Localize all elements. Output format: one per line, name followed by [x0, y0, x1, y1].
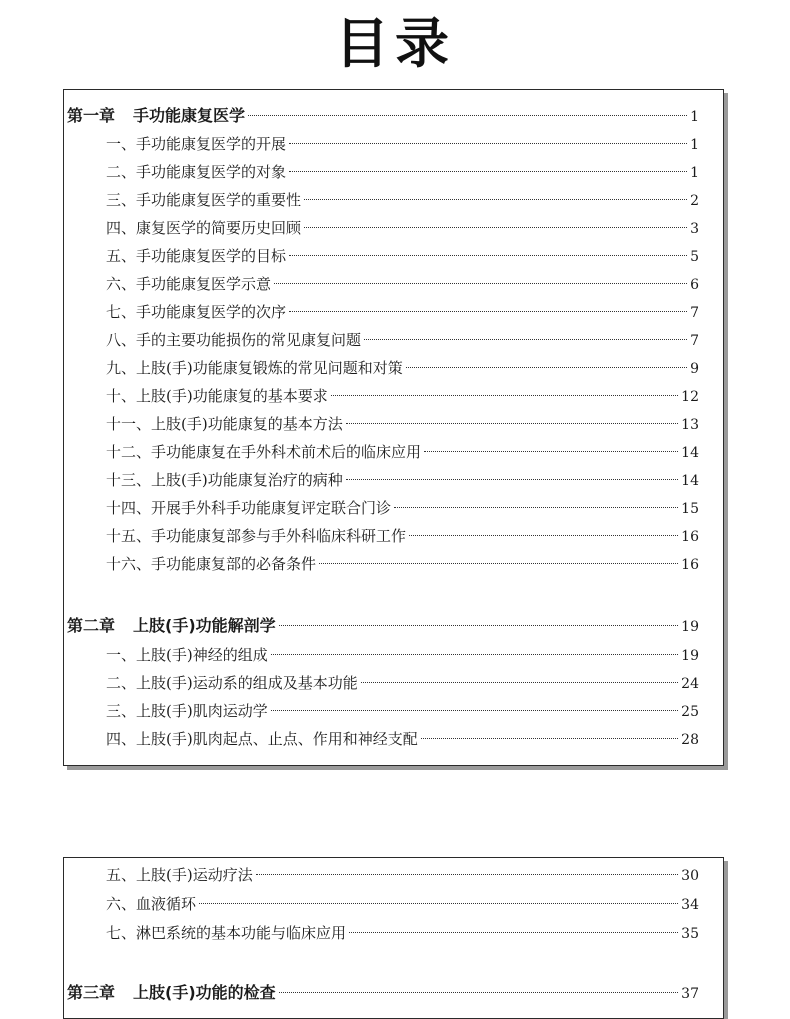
dot-leader	[271, 654, 678, 655]
toc-section-entry[interactable]	[106, 495, 699, 521]
section-title: 十四、开展手外科手功能康复评定联合门诊	[106, 498, 392, 517]
chapter-number: 第三章	[67, 982, 116, 1002]
page-number: 14	[681, 444, 699, 461]
section-title: 二、上肢(手)运动系的组成及基本功能	[106, 673, 358, 692]
page-number: 14	[681, 472, 699, 489]
toc-chapter-entry[interactable]	[67, 103, 699, 129]
dot-leader	[256, 874, 678, 875]
toc-chapter-entry[interactable]	[67, 613, 699, 639]
dot-leader	[346, 479, 678, 480]
toc-section-entry[interactable]	[106, 299, 699, 325]
chapter-number: 第一章	[67, 106, 116, 125]
toc-section-entry[interactable]	[106, 862, 699, 888]
page-number: 7	[690, 304, 699, 321]
dot-leader	[304, 227, 687, 228]
toc-section-entry[interactable]	[106, 383, 699, 409]
dot-leader	[248, 115, 687, 116]
dot-leader	[199, 903, 678, 904]
toc-section-entry[interactable]	[106, 159, 699, 185]
page-number: 13	[681, 416, 699, 433]
page-number: 30	[681, 867, 699, 884]
section-title: 十三、上肢(手)功能康复治疗的病种	[106, 470, 343, 489]
toc-section-entry[interactable]	[106, 891, 699, 917]
toc-section-entry[interactable]	[106, 726, 699, 752]
chapter-title: 上肢(手)功能解剖学	[133, 615, 276, 635]
page-number: 28	[681, 731, 699, 748]
section-title: 十五、手功能康复部参与手外科临床科研工作	[106, 526, 407, 545]
page-number: 3	[690, 220, 699, 237]
toc-section-entry[interactable]	[106, 355, 699, 381]
page-title: 目录	[335, 12, 455, 75]
toc-section-entry[interactable]	[106, 131, 699, 157]
dot-leader	[361, 682, 678, 683]
toc-section-entry[interactable]	[106, 411, 699, 437]
toc-chapter-entry[interactable]	[67, 980, 699, 1006]
section-title: 十、上肢(手)功能康复的基本要求	[106, 386, 328, 405]
section-title: 一、上肢(手)神经的组成	[106, 645, 268, 664]
toc-section-entry[interactable]	[106, 327, 699, 353]
dot-leader	[424, 451, 678, 452]
page-number: 19	[681, 647, 699, 664]
toc-panel-bottom	[63, 857, 724, 1019]
dot-leader	[304, 199, 687, 200]
page-number: 19	[681, 618, 699, 635]
toc-section-entry[interactable]	[106, 670, 699, 696]
page-number: 7	[690, 332, 699, 349]
page-number: 37	[681, 985, 699, 1002]
toc-section-entry[interactable]	[106, 642, 699, 668]
section-title: 十六、手功能康复部的必备条件	[106, 554, 317, 573]
section-title: 十二、手功能康复在手外科术前术后的临床应用	[106, 442, 422, 461]
section-title: 三、手功能康复医学的重要性	[106, 190, 302, 209]
dot-leader	[394, 507, 678, 508]
toc-section-entry[interactable]	[106, 467, 699, 493]
dot-leader	[279, 625, 679, 626]
dot-leader	[289, 311, 687, 312]
page-number: 24	[681, 675, 699, 692]
section-title: 五、手功能康复医学的目标	[106, 246, 287, 265]
toc-section-entry[interactable]	[106, 271, 699, 297]
toc-section-entry[interactable]	[106, 698, 699, 724]
page-number: 16	[681, 528, 699, 545]
dot-leader	[349, 932, 678, 933]
chapter-number: 第二章	[67, 615, 116, 635]
toc-section-entry[interactable]	[106, 551, 699, 577]
section-title: 四、上肢(手)肌肉起点、止点、作用和神经支配	[106, 729, 418, 748]
dot-leader	[421, 738, 678, 739]
page-number: 9	[690, 360, 699, 377]
section-title: 六、手功能康复医学示意	[106, 274, 272, 293]
section-title: 七、手功能康复医学的次序	[106, 302, 287, 321]
dot-leader	[289, 143, 687, 144]
page-number: 5	[690, 248, 699, 265]
section-title: 一、手功能康复医学的开展	[106, 134, 287, 153]
dot-leader	[274, 283, 687, 284]
section-title: 十一、上肢(手)功能康复的基本方法	[106, 414, 343, 433]
page-number: 35	[681, 925, 699, 942]
section-title: 三、上肢(手)肌肉运动学	[106, 701, 268, 720]
dot-leader	[279, 992, 679, 993]
toc-section-entry[interactable]	[106, 523, 699, 549]
toc-section-entry[interactable]	[106, 215, 699, 241]
page-number: 25	[681, 703, 699, 720]
toc-section-entry[interactable]	[106, 920, 699, 946]
section-title: 四、康复医学的简要历史回顾	[106, 218, 302, 237]
section-title: 九、上肢(手)功能康复锻炼的常见问题和对策	[106, 358, 403, 377]
page-number: 1	[690, 109, 699, 125]
page-number: 2	[690, 192, 699, 209]
chapter-title: 手功能康复医学	[133, 106, 246, 125]
dot-leader	[364, 339, 687, 340]
page-number: 6	[690, 276, 699, 293]
section-title: 二、手功能康复医学的对象	[106, 162, 287, 181]
section-title: 八、手的主要功能损伤的常见康复问题	[106, 330, 362, 349]
dot-leader	[289, 171, 687, 172]
section-title: 七、淋巴系统的基本功能与临床应用	[106, 923, 347, 942]
dot-leader	[271, 710, 678, 711]
page-number: 15	[681, 500, 699, 517]
page-number: 1	[690, 136, 699, 153]
page-number: 16	[681, 556, 699, 573]
toc-section-entry[interactable]	[106, 243, 699, 269]
dot-leader	[406, 367, 687, 368]
toc-section-entry[interactable]	[106, 439, 699, 465]
page-number: 34	[681, 896, 699, 913]
section-title: 六、血液循环	[106, 894, 197, 913]
dot-leader	[346, 423, 678, 424]
toc-panel-top	[63, 89, 724, 766]
chapter-title: 上肢(手)功能的检查	[133, 982, 276, 1002]
dot-leader	[409, 535, 678, 536]
section-title: 五、上肢(手)运动疗法	[106, 865, 253, 884]
page-number: 1	[690, 164, 699, 181]
toc-section-entry[interactable]	[106, 187, 699, 213]
dot-leader	[331, 395, 678, 396]
page-number: 12	[681, 388, 699, 405]
dot-leader	[319, 563, 678, 564]
dot-leader	[289, 255, 687, 256]
